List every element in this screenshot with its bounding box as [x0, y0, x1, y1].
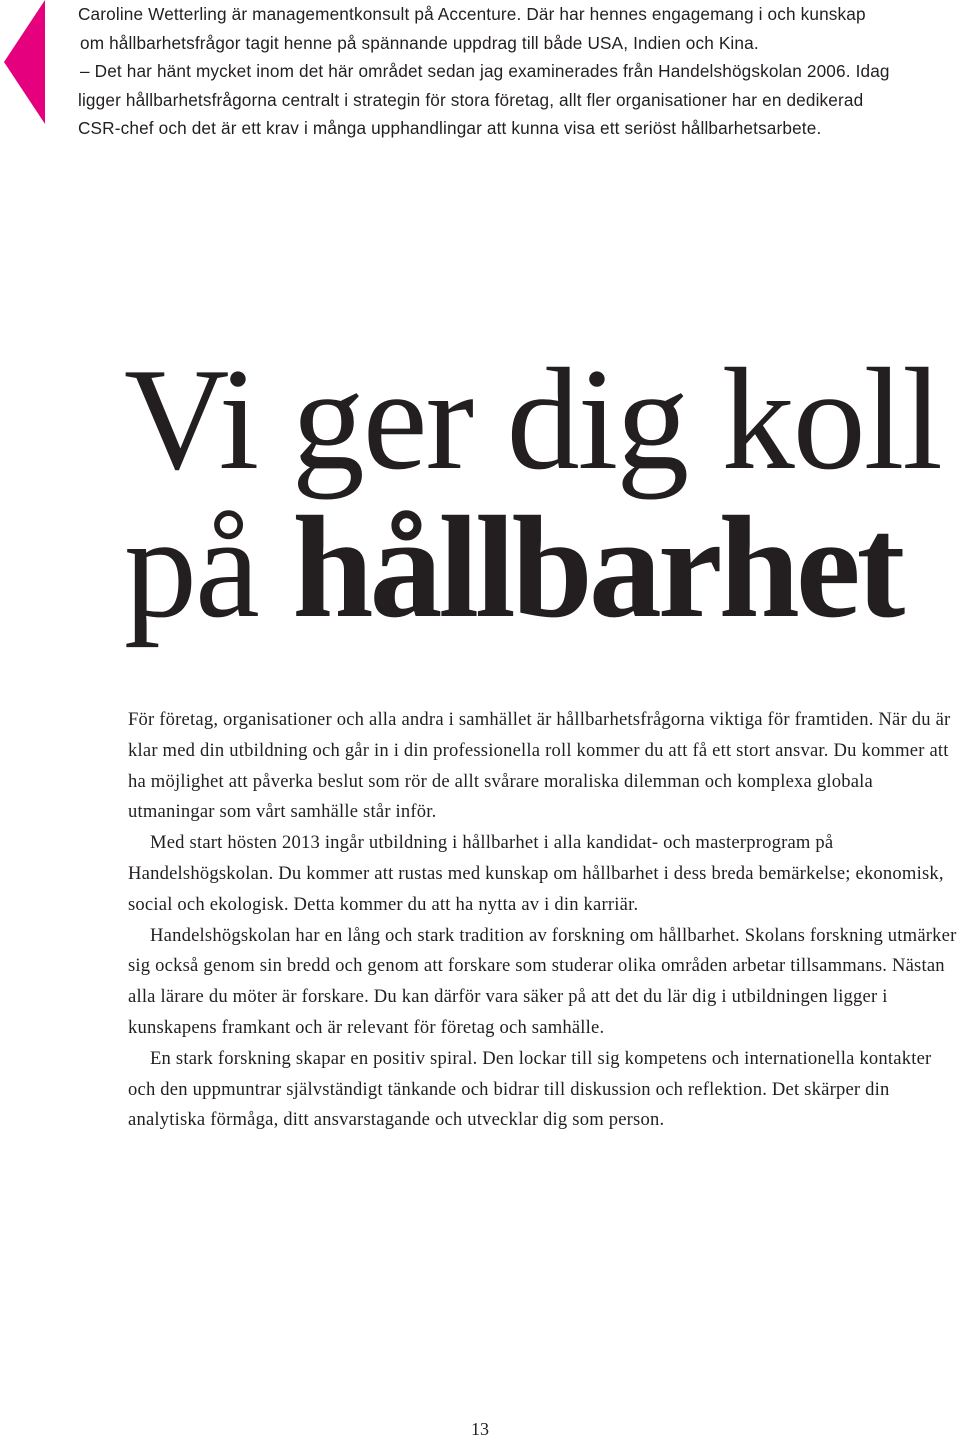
intro-line: CSR-chef och det är ett krav i många upphandlingar att kunna visa ett seriöst hållbarhetsarbete. [78, 118, 822, 138]
title-line-1: Vi ger dig koll [124, 338, 941, 500]
title-regular: på [124, 486, 293, 648]
body-paragraph: En stark forskning skapar en positiv spiral. Den lockar till sig kompetens och internationella kontakter och den uppmuntrar självständigt tänkande och bidrar till diskussion och reflektion. Det skärper din analytiska förmåga, ditt ansvarstagande och utvecklar dig som person. [128, 1047, 932, 1131]
title-bold: hållbarhet [292, 486, 902, 648]
pink-triangle-marker [4, 0, 48, 124]
body-paragraph: Handelshögskolan har en lång och stark tradition av forskning om hållbarhet. Skolans forskning utmärker sig också genom sin bredd och genom att forskare som studerar olika områden arbetar tillsammans. Nästan alla lärare du möter är forskare. Du kan därför vara säker på att det du lär dig i utbildningen ligger i kunskapens framkant och är relevant för företag och samhälle. [128, 924, 957, 1038]
intro-quote [78, 0, 938, 143]
intro-line: ligger hållbarhetsfrågorna centralt i strategin för stora företag, allt fler organisationer har en dedikerad [78, 89, 864, 110]
title-line-2 [124, 486, 941, 648]
page-number: 13 [471, 1419, 489, 1439]
body-text [128, 705, 958, 1136]
page-title [124, 338, 941, 648]
intro-line: Caroline Wetterling är managementkonsult på Accenture. Där har hennes engagemang i och kunskap [78, 4, 866, 24]
intro-line: om hållbarhetsfrågor tagit henne på spännande uppdrag till både USA, Indien och Kina. [80, 32, 759, 53]
body-paragraph: Med start hösten 2013 ingår utbildning i hållbarhet i alla kandidat- och masterprogram på Handelshögskolan. Du kommer att rustas med kunskap om hållbarhet i dess breda bemärkelse; ekonomisk, social och ekologisk. Detta kommer du att ha nytta av i din karriär. [128, 832, 944, 915]
body-paragraph: För företag, organisationer och alla andra i samhället är hållbarhetsfrågorna viktiga för framtiden. När du är klar med din utbildning och går in i din professionella roll kommer du att få ett stort ansvar. Du kommer att ha möjlighet att påverka beslut som rör de allt svårare moraliska dilemman och komplexa globala utmaningar som vårt samhälle står inför. [128, 709, 951, 823]
intro-line: – Det har hänt mycket inom det här området sedan jag examinerades från Handelshögskolan 2006. Idag [80, 61, 890, 81]
